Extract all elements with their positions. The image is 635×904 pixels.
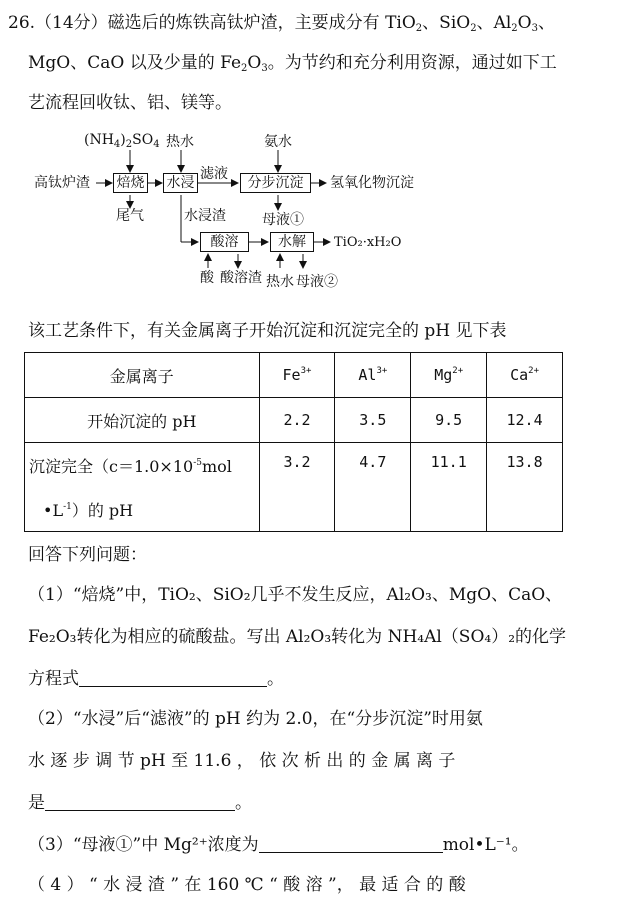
q2-line2: 水 逐 步 调 节 pH 至 11.6 ， 依 次 析 出 的 金 属 离 子 — [28, 751, 456, 771]
step-stepwise-precip-box: 分步沉淀 — [240, 173, 311, 193]
question-intro-line3: 艺流程回收钛、铝、镁等。 — [28, 93, 232, 113]
step-roast-box: 焙烧 — [113, 173, 148, 193]
flow-arrows — [0, 128, 635, 298]
reagent-ammonium-sulfate: $(NH_4)_2SO_4$ — [84, 132, 160, 150]
output-mother-liquor-1: 母液① — [262, 212, 304, 228]
q4-line: （ 4 ） “ 水 浸 渣 ” 在 160 ℃ “ 酸 溶 ”， 最 适 合 的 酸 — [28, 875, 466, 895]
table-header-row — [25, 353, 563, 398]
label-filtrate: 滤液 — [200, 166, 228, 182]
reagent-hot-water-2: 热水 — [266, 274, 294, 290]
cell-value: 4.7 — [335, 443, 411, 532]
row-label-complete-ph: 沉淀完全（$c=1.0\times 10^{-5}mol$ $•L^{-1}$）的 pH — [25, 443, 260, 532]
question-intro-line2: MgO、CaO 以及少量的 $Fe_2O_3$。为节约和充分利用资源，通过如下工 — [28, 53, 557, 74]
step-hydrolysis-box: 水解 — [270, 232, 314, 252]
q1-answer-blank[interactable] — [79, 670, 267, 687]
q3-line: （3）“母液①”中 Mg²⁺浓度为 mol•L⁻¹。 — [28, 835, 529, 855]
output-tail-gas: 尾气 — [116, 208, 144, 224]
q3-answer-blank[interactable] — [259, 836, 443, 853]
cell-value: 9.5 — [411, 398, 487, 443]
q2-line1: （2）“水浸”后“滤液”的 pH 约为 2.0，在“分步沉淀”时用氨 — [28, 709, 483, 729]
label-leach-residue: 水浸渣 — [184, 208, 226, 224]
cell-value: 2.2 — [259, 398, 335, 443]
q2-line3: 是 。 — [28, 793, 252, 813]
answers-prompt: 回答下列问题： — [28, 545, 147, 565]
output-acid-residue: 酸溶渣 — [220, 270, 262, 286]
header-label: 金属离子 — [25, 353, 260, 398]
q1-line3: 方程式 。 — [28, 669, 284, 689]
row-label-start-ph: 开始沉淀的 pH — [25, 398, 260, 443]
reagent-acid: 酸 — [200, 270, 214, 286]
cell-value: 12.4 — [487, 398, 563, 443]
question-intro-line1: 26.（14分）磁选后的炼铁高钛炉渣，主要成分有 TiO$_2$、SiO$_2$、$Al_2O_3$、 — [8, 13, 555, 34]
q2-answer-blank[interactable] — [45, 794, 235, 811]
table-row — [25, 443, 563, 532]
cell-value: 13.8 — [487, 443, 563, 532]
header-ion-ca: $Ca^{2+}$ — [487, 353, 563, 398]
product-hydroxide-precip: 氢氧化物沉淀 — [330, 175, 414, 191]
product-tio2-hydrate: TiO₂·xH₂O — [334, 235, 402, 250]
feed-slag: 高钛炉渣 — [34, 175, 90, 191]
step-leach-box: 水浸 — [163, 173, 198, 193]
cell-value: 3.2 — [259, 443, 335, 532]
cell-value: 3.5 — [335, 398, 411, 443]
table-row — [25, 398, 563, 443]
header-ion-fe: $Fe^{3+}$ — [259, 353, 335, 398]
table-caption: 该工艺条件下，有关金属离子开始沉淀和沉淀完全的 pH 见下表 — [28, 321, 507, 341]
reagent-ammonia: 氨水 — [264, 134, 292, 150]
cell-value: 11.1 — [411, 443, 487, 532]
header-ion-mg: $Mg^{2+}$ — [411, 353, 487, 398]
output-mother-liquor-2: 母液② — [296, 274, 338, 290]
step-acid-dissolve-box: 酸溶 — [200, 232, 249, 252]
header-ion-al: $Al^{3+}$ — [335, 353, 411, 398]
q1-line1: （1）“焙烧”中，TiO₂、SiO₂几乎不发生反应，Al₂O₃、MgO、CaO、 — [28, 585, 563, 605]
reagent-hot-water: 热水 — [166, 134, 194, 150]
process-flow-diagram — [0, 128, 635, 298]
ph-table — [24, 352, 563, 532]
q1-line2: Fe₂O₃转化为相应的硫酸盐。写出 Al₂O₃转化为 NH₄Al（SO₄）₂的化学 — [28, 627, 567, 647]
